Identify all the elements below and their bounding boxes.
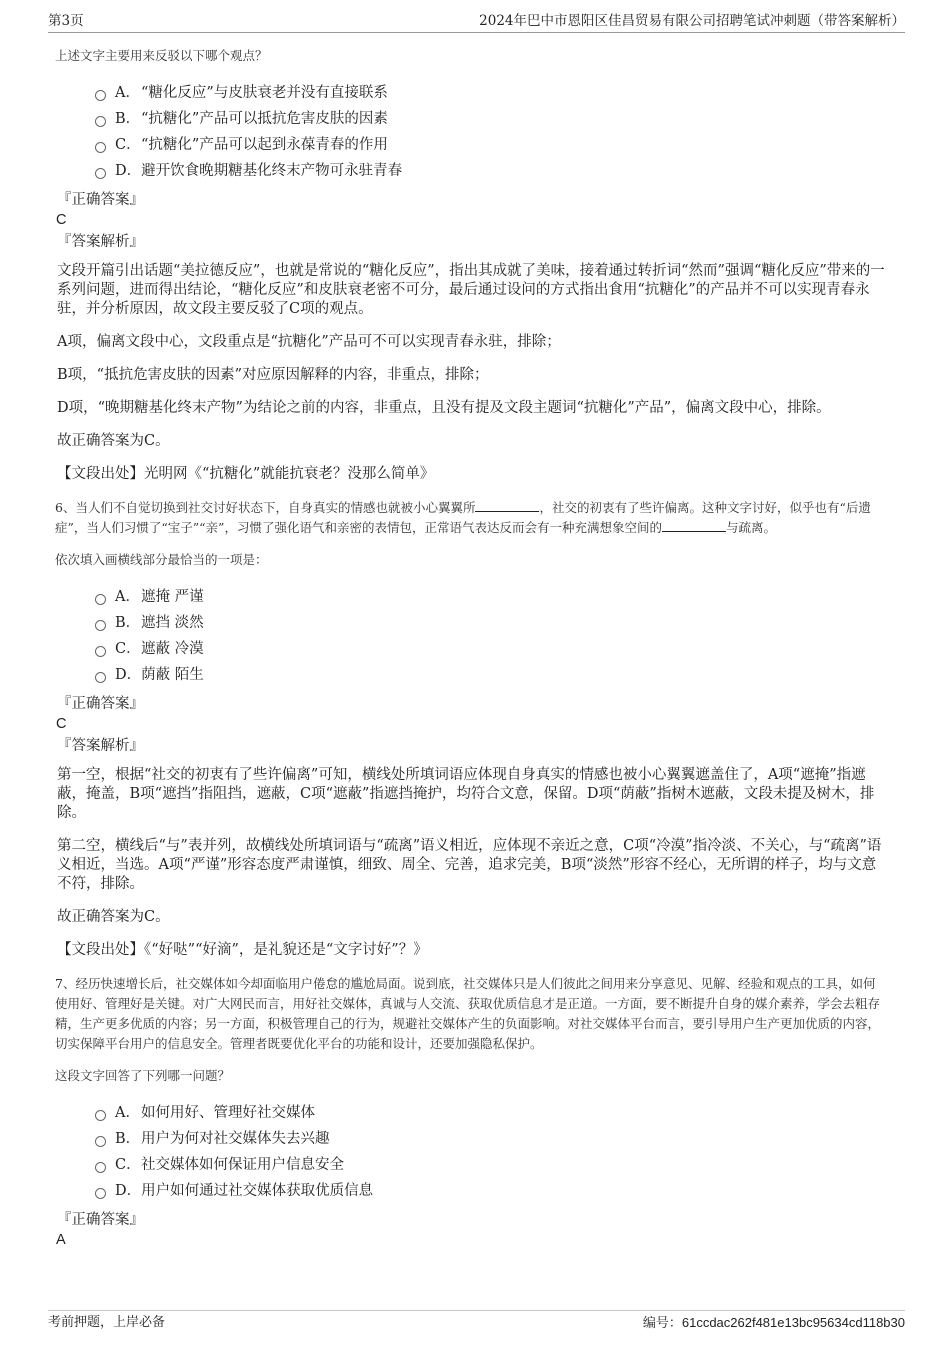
- option-c[interactable]: [95, 132, 885, 158]
- option-a[interactable]: [95, 1100, 885, 1126]
- option-list: [95, 80, 885, 184]
- option-letter: B．: [115, 615, 141, 631]
- option-text: “抗糖化”产品可以抵抗危害皮肤的因素: [141, 111, 388, 127]
- radio-icon[interactable]: [95, 1110, 106, 1121]
- radio-icon[interactable]: [95, 1188, 106, 1199]
- document-code: [643, 1311, 905, 1336]
- radio-icon[interactable]: [95, 672, 106, 683]
- code-value: 61ccdac262f481e13bc95634cd118b30: [681, 1315, 905, 1330]
- option-d[interactable]: [95, 158, 885, 184]
- question-prompt: 上述文字主要用来反驳以下哪个观点？: [55, 48, 268, 63]
- explanation-paragraph: 第二空，横线后“与”表并列，故横线处所填词语与“疏离”语义相近，应体现不亲近之意，C项“冷漠”指冷淡、不关心，与“疏离”语义相近，当选。A项“严谨”形容态度严肃谨慎，细致、周全、完善，追求完美，B项“淡然”形容不经心，无所谓的样子，均与文意不符，排除。: [57, 838, 882, 892]
- page-number: 第3页: [48, 13, 84, 29]
- option-letter: D．: [115, 667, 142, 683]
- option-letter: C．: [115, 137, 141, 153]
- stem-text: ，社交的初衷有了些许偏离。这种文字讨好，似乎也有“后遗症”，当人们习惯了“宝子”“亲”，习惯了强化语气和亲密的表情包，正常语气表达反而会有一种充满想象空间的: [55, 500, 871, 535]
- answer-value: A: [56, 1232, 66, 1248]
- radio-icon[interactable]: [95, 1136, 106, 1147]
- option-text: 社交媒体如何保证用户信息安全: [141, 1157, 344, 1173]
- explanation-label: 『答案解析』: [57, 234, 144, 250]
- option-d[interactable]: [95, 662, 885, 688]
- explanation: [57, 766, 885, 960]
- explanation-paragraph: A项，偏离文段中心，文段重点是“抗糖化”产品可不可以实现青春永驻，排除；: [57, 334, 561, 350]
- option-list: [95, 584, 885, 688]
- question-7: [55, 974, 885, 1250]
- option-b[interactable]: [95, 106, 885, 132]
- explanation-paragraph: 故正确答案为C。: [57, 433, 170, 449]
- option-letter: A．: [115, 85, 140, 101]
- radio-icon[interactable]: [95, 620, 106, 631]
- option-text: 遮挡 淡然: [141, 615, 204, 631]
- code-label: 编号：: [642, 1316, 682, 1331]
- fill-blank: [475, 499, 539, 512]
- option-text: 如何用好、管理好社交媒体: [141, 1105, 315, 1121]
- question-5: [55, 46, 885, 484]
- option-text: “糖化反应”与皮肤衰老并没有直接联系: [141, 85, 388, 101]
- radio-icon[interactable]: [95, 116, 106, 127]
- option-text: 用户为何对社交媒体失去兴趣: [141, 1131, 330, 1147]
- question-prompt: 这段文字回答了下列哪一问题？: [55, 1068, 231, 1083]
- explanation: [57, 262, 885, 484]
- explanation-paragraph: D项，“晚期糖基化终末产物”为结论之前的内容，非重点，且没有提及文段主题词“抗糖化”产品”，偏离文段中心，排除。: [57, 400, 831, 416]
- option-c[interactable]: [95, 636, 885, 662]
- radio-icon[interactable]: [95, 90, 106, 101]
- option-b[interactable]: [95, 1126, 885, 1152]
- option-a[interactable]: [95, 80, 885, 106]
- explanation-paragraph: B项，“抵抗危害皮肤的因素”对应原因解释的内容，非重点，排除；: [57, 367, 489, 383]
- radio-icon[interactable]: [95, 142, 106, 153]
- option-letter: D．: [115, 1183, 142, 1199]
- answer-value: C: [56, 212, 67, 228]
- page-footer: [48, 1310, 905, 1335]
- option-letter: C．: [115, 1157, 141, 1173]
- explanation-label: 『答案解析』: [57, 738, 144, 754]
- radio-icon[interactable]: [95, 594, 106, 605]
- option-letter: B．: [115, 1131, 141, 1147]
- radio-icon[interactable]: [95, 168, 106, 179]
- option-letter: C．: [115, 641, 141, 657]
- question-prompt: 依次填入画横线部分最恰当的一项是：: [55, 552, 268, 567]
- option-letter: B．: [115, 111, 141, 127]
- source-citation: 【文段出处】《“好哒”“好滴”，是礼貌还是“文字讨好”？》: [57, 942, 428, 958]
- question-stem: [55, 498, 885, 538]
- option-text: 遮蔽 冷漠: [141, 641, 204, 657]
- answer-label: 『正确答案』: [57, 192, 144, 208]
- explanation-paragraph: 文段开篇引出话题“美拉德反应”，也就是常说的“糖化反应”，指出其成就了美味，接着通过转折词“然而”强调“糖化反应”带来的一系列问题，进而得出结论，“糖化反应”和皮肤衰老密不可分，最后通过设问的方式指出食用“抗糖化”的产品并不可以实现青春永驻，并分析原因，故文段主要反驳了C项的观点。: [57, 263, 885, 317]
- answer-label: 『正确答案』: [57, 696, 144, 712]
- option-text: 遮掩 严谨: [141, 589, 204, 605]
- footer-slogan: 考前押题，上岸必备: [48, 1315, 166, 1330]
- fill-blank: [662, 519, 726, 532]
- option-text: 用户如何通过社交媒体获取优质信息: [141, 1183, 374, 1199]
- option-list: [95, 1100, 885, 1204]
- document-body: [55, 46, 885, 1252]
- radio-icon[interactable]: [95, 1162, 106, 1173]
- option-letter: D．: [115, 163, 142, 179]
- source-citation: 【文段出处】光明网《“抗糖化”就能抗衰老？没那么简单》: [57, 466, 435, 482]
- stem-text: 与疏离。: [725, 520, 776, 535]
- option-text: 避开饮食晚期糖基化终末产物可永驻青春: [141, 163, 403, 179]
- option-text: 荫蔽 陌生: [141, 667, 204, 683]
- page-header: [48, 10, 905, 33]
- explanation-paragraph: 第一空，根据“社交的初衷有了些许偏离”可知，横线处所填词语应体现自身真实的情感也被小心翼翼遮盖住了，A项“遮掩”指遮蔽，掩盖，B项“遮挡”指阻挡，遮蔽，C项“遮蔽”指遮挡掩护，均符合文意，保留。D项“荫蔽”指树木遮蔽，文段未提及树木，排除。: [57, 767, 875, 821]
- option-d[interactable]: [95, 1178, 885, 1204]
- option-b[interactable]: [95, 610, 885, 636]
- option-letter: A．: [115, 589, 140, 605]
- question-6: [55, 498, 885, 960]
- document-title: 2024年巴中市恩阳区佳昌贸易有限公司招聘笔试冲刺题（带答案解析）: [479, 13, 905, 29]
- option-text: “抗糖化”产品可以起到永葆青春的作用: [141, 137, 388, 153]
- explanation-paragraph: 故正确答案为C。: [57, 909, 170, 925]
- option-a[interactable]: [95, 584, 885, 610]
- stem-text: 6、当人们不自觉切换到社交讨好状态下，自身真实的情感也就被小心翼翼所: [55, 500, 476, 515]
- option-c[interactable]: [95, 1152, 885, 1178]
- question-stem: 7、经历快速增长后，社交媒体如今却面临用户倦怠的尴尬局面。说到底，社交媒体只是人们彼此之间用来分享意见、见解、经验和观点的工具，如何使用好、管理好是关键。对广大网民而言，用好社交媒体，真诚与人交流、获取优质信息才是正道。一方面，要不断提升自身的媒介素养，学会去粗存精，生产更多优质的内容；另一方面，积极管理自己的行为，规避社交媒体产生的负面影响。对社交媒体平台而言，要引导用户生产更加优质的内容，切实保障平台用户的信息安全。管理者既要优化平台的功能和设计，还要加强隐私保护。: [55, 976, 881, 1051]
- answer-label: 『正确答案』: [57, 1212, 144, 1228]
- option-letter: A．: [115, 1105, 140, 1121]
- radio-icon[interactable]: [95, 646, 106, 657]
- answer-value: C: [56, 716, 67, 732]
